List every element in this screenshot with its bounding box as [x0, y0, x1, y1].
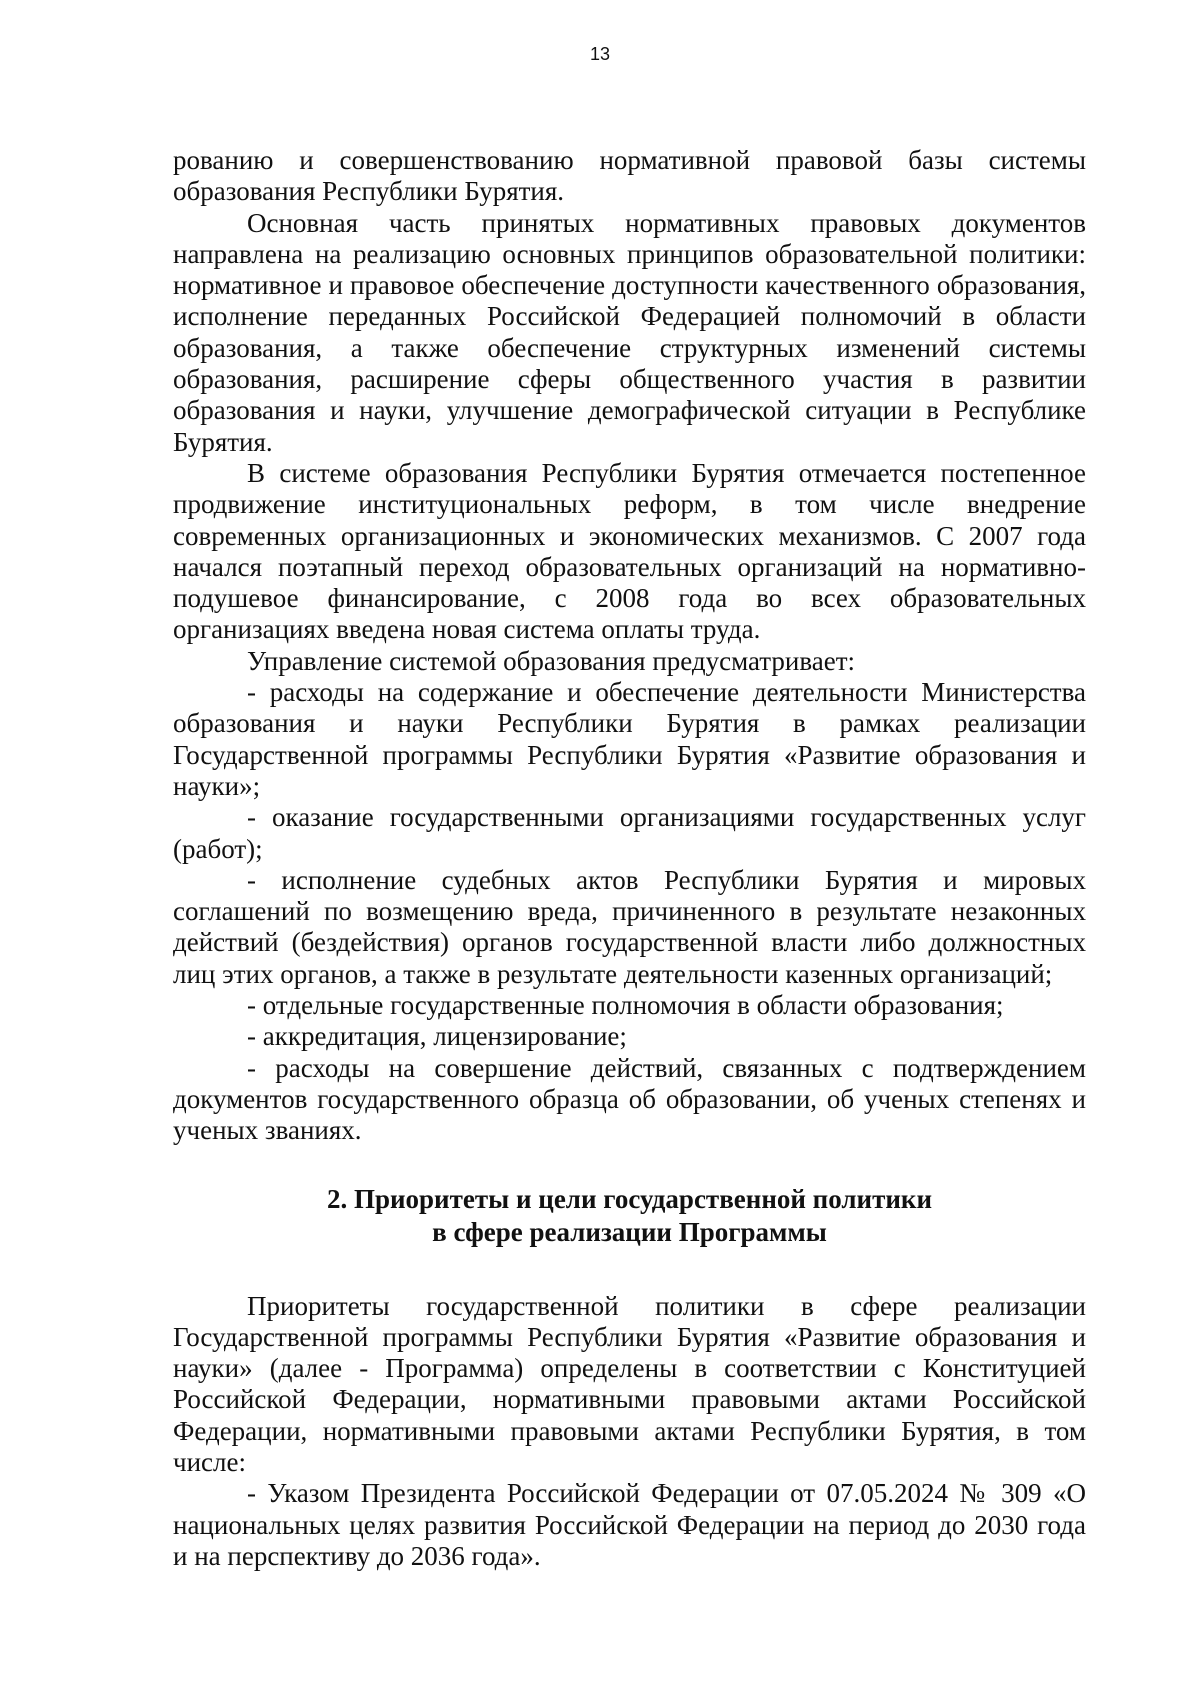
list-item: - аккредитация, лицензирование;: [247, 1021, 627, 1052]
paragraph-management-intro: Управление системой образования предусматривает:: [247, 645, 856, 676]
list-item: - Указом Президента Российской Федерации от 07.05.2024 № 309 «О национальных целях развития Российской Федерации на период до 2030 года и на перспективу до 2036 года».: [173, 1478, 1086, 1571]
page-number: 13: [589, 44, 611, 64]
list-item: - расходы на совершение действий, связанных с подтверждением документов государственного образца об образовании, об ученых степенях и ученых званиях.: [173, 1052, 1086, 1146]
section-heading: [173, 1183, 1086, 1249]
list-item: - оказание государственными организациями государственных услуг (работ);: [173, 802, 1086, 864]
document-body: [173, 145, 1086, 1572]
section-heading-line-1: 2. Приоритеты и цели государственной политики: [326, 1183, 933, 1214]
paragraph-continuation: рованию и совершенствованию нормативной правовой базы системы образования Республики Бурятия.: [173, 145, 1086, 207]
list-item: - расходы на содержание и обеспечение деятельности Министерства образования и науки Республики Бурятия в рамках реализации Государственной программы Республики Бурятия «Развитие образования и науки»;: [173, 677, 1086, 801]
paragraph-priorities: Приоритеты государственной политики в сфере реализации Государственной программы Республики Бурятия «Развитие образования и науки» (далее - Программа) определены в соответствии с Конституцией Российской Федерации, нормативными правовыми актами Российской Федерации, нормативными правовыми актами Республики Бурятия, в том числе:: [173, 1290, 1086, 1477]
list-item: - исполнение судебных актов Республики Бурятия и мировых соглашений по возмещению вреда, причиненного в результате незаконных действий (бездействия) органов государственной власти либо должностных лиц этих органов, а также в результате деятельности казенных организаций;: [173, 864, 1086, 989]
list-item: - отдельные государственные полномочия в области образования;: [247, 990, 1004, 1021]
section-heading-line-2: в сфере реализации Программы: [432, 1216, 827, 1247]
paragraph-main-part: Основная часть принятых нормативных правовых документов направлена на реализацию основных принципов образовательной политики: нормативное и правовое обеспечение доступности качественного образования, исполнение переданных Российской Федерацией полномочий в области образования, а также обеспечение структурных изменений системы образования, расширение сферы общественного участия в развитии образования и науки, улучшение демографической ситуации в Республике Бурятия.: [173, 207, 1086, 457]
paragraph-reforms: В системе образования Республики Бурятия отмечается постепенное продвижение институциональных реформ, в том числе внедрение современных организационных и экономических механизмов. С 2007 года начался поэтапный переход образовательных организаций на нормативно-подушевое финансирование, с 2008 года во всех образовательных организациях введена новая система оплаты труда.: [173, 457, 1086, 645]
